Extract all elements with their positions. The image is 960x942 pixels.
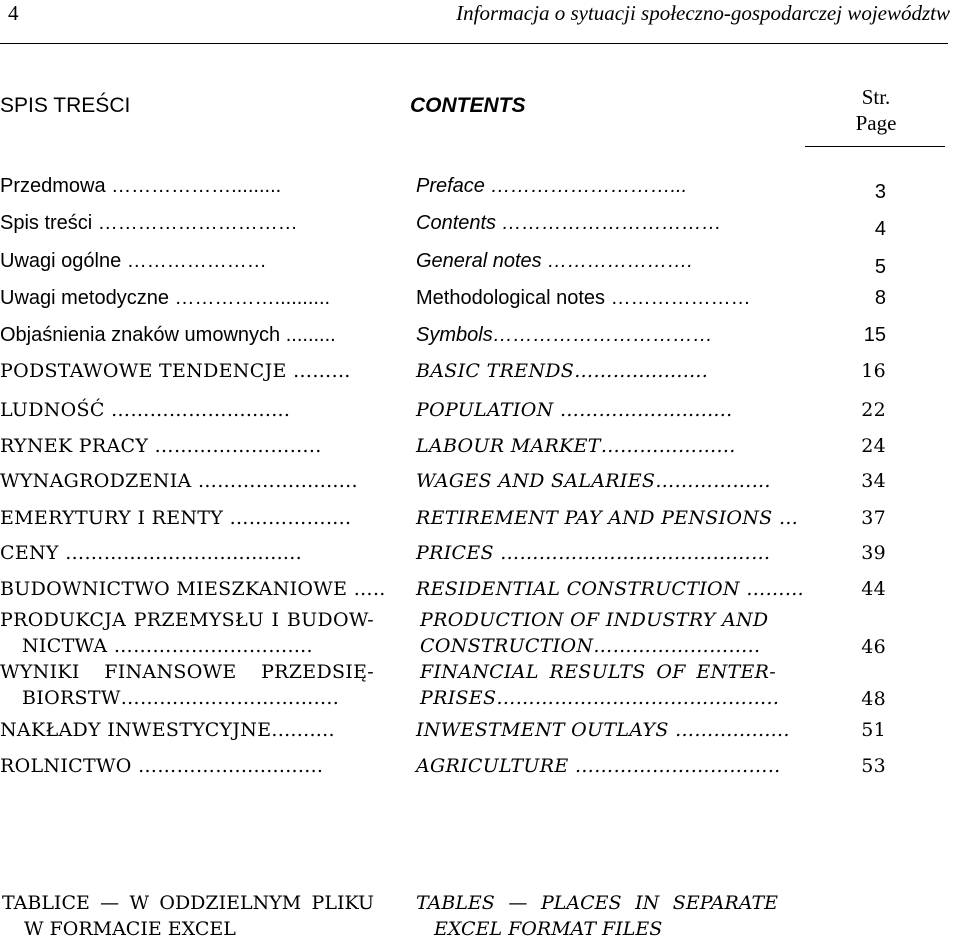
toc-heading-polish: SPIS TREŚCI <box>0 94 131 117</box>
toc-entry-en: AGRICULTURE <box>416 755 569 777</box>
toc-entry-pl: Uwagi metodyczne <box>0 287 169 309</box>
toc-leader-dots: ……………….......... <box>104 399 291 421</box>
toc-entry-pl: LUDNOŚĆ <box>0 399 105 421</box>
toc-leader-dots: …………………….. <box>593 635 761 657</box>
toc-leader-dots: ………………………….... <box>120 687 340 709</box>
toc-leader-dots: ……… <box>739 578 805 600</box>
toc-entry-en-line1: PRODUCTION OF INDUSTRY AND <box>420 609 769 631</box>
running-title: Informacja o sytuacji społeczno-gospodarczej województw <box>456 1 950 25</box>
toc-leader-dots: …………….......... <box>191 470 358 492</box>
toc-entry-pl: NAKŁADY INWESTYCYJNE <box>0 719 272 741</box>
toc-entry-en: General notes <box>416 250 542 272</box>
toc-entry-page: 15 <box>863 324 886 346</box>
toc-entry-page: 48 <box>861 688 886 710</box>
toc-entry-pl: WYNAGRODZENIA <box>0 470 192 492</box>
toc-entry-page: 44 <box>861 578 886 600</box>
toc-entry-en-line2: PRISES <box>420 687 497 709</box>
toc-entry-pl-line1: WYNIKI FINANSOWE PRZEDSIĘ- <box>0 661 374 683</box>
toc-entry-page: 4 <box>874 218 886 240</box>
toc-entry-pl: BUDOWNICTWO MIESZKANIOWE <box>0 578 348 600</box>
toc-entry-pl: EMERYTURY I RENTY <box>0 507 224 529</box>
toc-entry-pl: PODSTAWOWE TENDENCJE <box>0 360 287 382</box>
toc-leader-dots: ………………... <box>600 435 736 457</box>
toc-leader-dots: …………………….. <box>148 435 322 457</box>
toc-leader-dots: ……………………….... <box>107 635 313 657</box>
page-column-heading <box>808 84 944 136</box>
page-column-rule <box>805 146 945 147</box>
toc-entry-en: INWESTMENT OUTLAYS <box>416 719 669 741</box>
page-label-polish: Str. <box>861 85 891 109</box>
toc-entry-en: RESIDENTIAL CONSTRUCTION <box>416 578 740 600</box>
toc-entry-en: LABOUR MARKET <box>416 435 601 457</box>
toc-entry-en: PRICES <box>416 542 494 564</box>
toc-entry-pl-line1: PRODUKCJA PRZEMYSŁU I BUDOW- <box>0 609 374 631</box>
toc-entry-pl-line2: NICTWA <box>22 635 108 657</box>
toc-leader-dots: ……………………............. <box>58 542 302 564</box>
toc-entry-en: Contents <box>416 212 497 234</box>
toc-leader-dots: …………………. <box>541 250 693 272</box>
toc-leader-dots: ……………............ <box>553 399 733 421</box>
toc-leader-dots: …………….............. <box>131 755 324 777</box>
toc-entry-page: 24 <box>861 435 886 457</box>
toc-leader-dots: ……………... <box>655 470 771 492</box>
toc-entry-page: 51 <box>861 719 886 741</box>
toc-entry-page: 8 <box>874 287 886 309</box>
toc-entry-en: BASIC TRENDS <box>416 360 575 382</box>
toc-entry-en: WAGES AND SALARIES <box>416 470 656 492</box>
toc-leader-dots: … <box>772 507 799 529</box>
toc-entry-en-line1: FINANCIAL RESULTS OF ENTER- <box>420 661 776 683</box>
footer-note-english <box>416 890 778 942</box>
toc-entry-en: RETIREMENT PAY AND PENSIONS <box>416 507 773 529</box>
toc-leader-dots: ………............ <box>574 360 709 382</box>
toc-entry-pl: RYNEK PRACY <box>0 435 149 457</box>
toc-entry-page: 3 <box>874 181 886 203</box>
footer-note-english-line2: EXCEL FORMAT FILES <box>434 918 663 940</box>
page-number: 4 <box>8 1 19 25</box>
header-rule <box>0 43 948 44</box>
toc-entry-pl: Uwagi ogólne <box>0 250 122 272</box>
toc-entry-en: Symbols <box>416 324 493 346</box>
toc-leader-dots: .......... <box>271 719 335 741</box>
toc-entry-en-line2: CONSTRUCTION <box>420 635 594 657</box>
toc-heading-english: CONTENTS <box>410 94 526 117</box>
toc-leader-dots: ……............ <box>668 719 790 741</box>
toc-entry-pl: Przedmowa <box>0 175 106 197</box>
toc-leader-dots: ….. <box>347 578 386 600</box>
toc-entry-pl-line2: BIORSTW <box>22 687 121 709</box>
page-label-english: Page <box>855 111 897 135</box>
footer-note-polish-line1: TABLICE — W ODDZIELNYM PLIKU <box>2 892 374 914</box>
toc-entry-en: POPULATION <box>416 399 554 421</box>
toc-entry-pl: Spis treści <box>0 212 93 234</box>
toc-entry-page: 22 <box>861 399 886 421</box>
toc-entry-pl: CENY <box>0 542 59 564</box>
toc-leader-dots: ……... <box>286 360 351 382</box>
toc-leader-dots: ………………………… <box>92 212 298 234</box>
toc-leader-dots: ………………… <box>605 287 751 309</box>
toc-entry-page: 16 <box>861 360 886 382</box>
toc-leader-dots: …………….... <box>223 507 352 529</box>
footer-note-english-line1: TABLES — PLACES IN SEPARATE <box>416 892 778 914</box>
toc-entry-en: Methodological notes <box>416 287 606 309</box>
toc-entry-page: 34 <box>861 470 886 492</box>
toc-entry-page: 39 <box>861 542 886 564</box>
footer-note-polish-line2: W FORMACIE EXCEL <box>24 918 236 940</box>
toc-leader-dots: …………………………… <box>492 324 713 346</box>
toc-entry-en: Preface <box>416 175 485 197</box>
toc-leader-dots: …………….......... <box>168 287 331 309</box>
toc-leader-dots: ………………………... <box>484 175 688 197</box>
toc-leader-dots: …………………………… <box>496 212 722 234</box>
toc-entry-page: 5 <box>874 256 886 278</box>
toc-leader-dots: …………………………………… <box>493 542 771 564</box>
toc-leader-dots: …………………………………….. <box>496 687 780 709</box>
toc-leader-dots: ......... <box>280 324 336 346</box>
toc-leader-dots: ………………......... <box>105 175 282 197</box>
toc-leader-dots: ………………………….. <box>568 755 781 777</box>
toc-entry-page: 46 <box>861 636 886 658</box>
toc-leader-dots: ………………… <box>121 250 267 272</box>
toc-entry-page: 37 <box>861 507 886 529</box>
footer-note-polish <box>2 890 374 942</box>
toc-entry-pl: Objaśnienia znaków umownych <box>0 324 281 346</box>
toc-entry-pl: ROLNICTWO <box>0 755 132 777</box>
toc-entry-page: 53 <box>861 755 886 777</box>
